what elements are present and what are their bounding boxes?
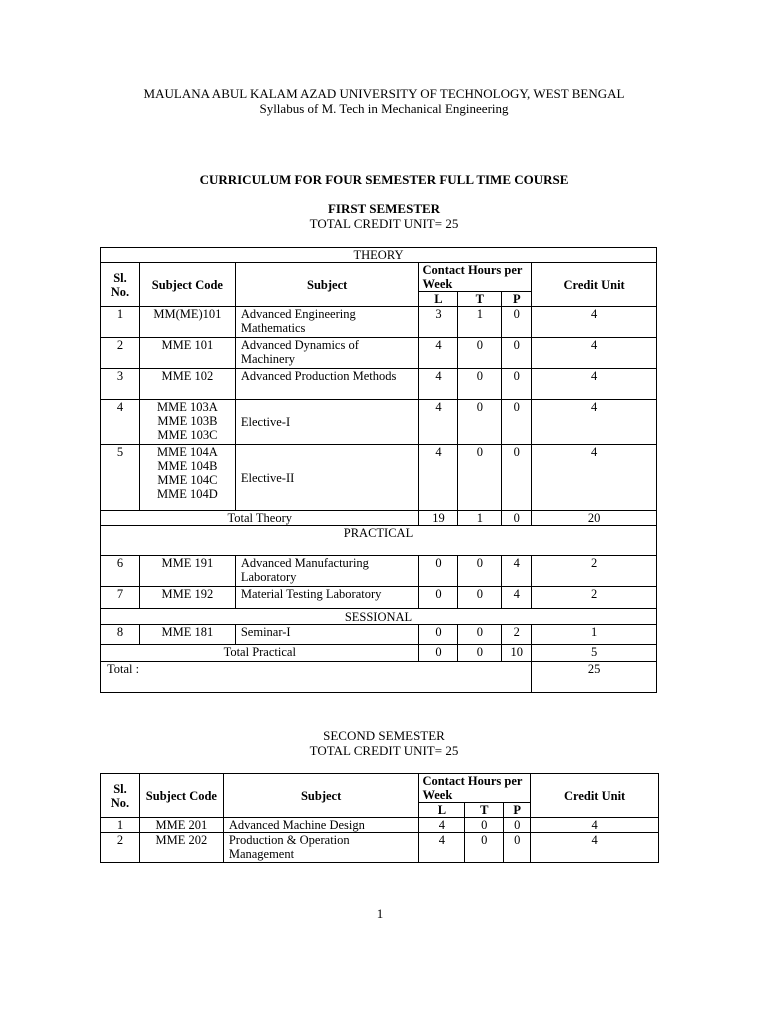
row-sl: 6 bbox=[101, 556, 140, 587]
row-t: 0 bbox=[458, 625, 502, 645]
table-row bbox=[101, 625, 657, 645]
total-theory-l: 19 bbox=[419, 511, 458, 526]
col-credit: Credit Unit bbox=[532, 263, 657, 307]
table-header-row bbox=[101, 774, 659, 803]
second-semester-credit: TOTAL CREDIT UNIT= 25 bbox=[309, 743, 459, 758]
total-practical-row bbox=[101, 645, 657, 662]
col-t: T bbox=[465, 803, 504, 818]
total-theory-cu: 20 bbox=[532, 511, 657, 526]
total-practical-l: 0 bbox=[419, 645, 458, 662]
col-contact: Contact Hours per Week bbox=[419, 774, 531, 803]
total-practical-cu: 5 bbox=[532, 645, 657, 662]
row-subject: Production & Operation Management bbox=[223, 833, 419, 863]
table-row bbox=[101, 833, 659, 863]
col-contact: Contact Hours per Week bbox=[419, 263, 532, 292]
col-p: P bbox=[504, 803, 531, 818]
row-t: 0 bbox=[458, 587, 502, 609]
row-credit: 2 bbox=[532, 587, 657, 609]
table-row bbox=[101, 307, 657, 338]
row-sl: 4 bbox=[101, 400, 140, 445]
col-code: Subject Code bbox=[139, 263, 235, 307]
section-row-sessional bbox=[101, 609, 657, 625]
row-subject: Seminar-I bbox=[235, 625, 419, 645]
row-sl: 8 bbox=[101, 625, 140, 645]
row-t: 0 bbox=[458, 400, 502, 445]
grand-total-label: Total : bbox=[101, 662, 532, 693]
col-code: Subject Code bbox=[139, 774, 223, 818]
second-semester-rows bbox=[101, 818, 659, 863]
section-row-theory bbox=[101, 248, 657, 263]
col-t: T bbox=[458, 292, 502, 307]
total-practical-p: 10 bbox=[502, 645, 532, 662]
row-sl: 5 bbox=[101, 445, 140, 511]
row-t: 1 bbox=[458, 307, 502, 338]
row-t: 0 bbox=[465, 818, 504, 833]
practical-rows bbox=[101, 556, 657, 609]
col-sl: Sl. No. bbox=[101, 774, 140, 818]
row-code: MME 102 bbox=[139, 369, 235, 400]
total-practical-label: Total Practical bbox=[101, 645, 419, 662]
total-practical-t: 0 bbox=[458, 645, 502, 662]
row-t: 0 bbox=[458, 369, 502, 400]
first-semester-table bbox=[100, 247, 657, 693]
row-code: MME 181 bbox=[139, 625, 235, 645]
row-credit: 4 bbox=[531, 833, 659, 863]
row-p: 0 bbox=[502, 307, 532, 338]
col-credit: Credit Unit bbox=[531, 774, 659, 818]
row-p: 0 bbox=[504, 833, 531, 863]
row-p: 4 bbox=[502, 587, 532, 609]
row-l: 0 bbox=[419, 587, 458, 609]
total-theory-label: Total Theory bbox=[101, 511, 419, 526]
table-header-row bbox=[101, 263, 657, 292]
row-sl: 3 bbox=[101, 369, 140, 400]
row-subject: Material Testing Laboratory bbox=[235, 587, 419, 609]
row-t: 0 bbox=[458, 556, 502, 587]
row-subject: Advanced Production Methods bbox=[235, 369, 419, 400]
row-l: 4 bbox=[419, 400, 458, 445]
total-theory-p: 0 bbox=[502, 511, 532, 526]
table-row bbox=[101, 818, 659, 833]
row-credit: 4 bbox=[532, 445, 657, 511]
row-credit: 1 bbox=[532, 625, 657, 645]
section-row-practical bbox=[101, 526, 657, 556]
col-l: L bbox=[419, 803, 465, 818]
row-credit: 2 bbox=[532, 556, 657, 587]
row-credit: 4 bbox=[531, 818, 659, 833]
row-subject: Elective-I bbox=[235, 400, 419, 445]
total-theory-t: 1 bbox=[458, 511, 502, 526]
theory-rows bbox=[101, 307, 657, 511]
row-l: 4 bbox=[419, 833, 465, 863]
curriculum-title: CURRICULUM FOR FOUR SEMESTER FULL TIME COURSE bbox=[199, 172, 569, 187]
row-code: MME 201 bbox=[139, 818, 223, 833]
first-semester-title: FIRST SEMESTER bbox=[327, 201, 441, 216]
university-name: MAULANA ABUL KALAM AZAD UNIVERSITY OF TECHNOLOGY, WEST BENGAL bbox=[143, 86, 625, 101]
row-subject: Advanced Engineering Mathematics bbox=[235, 307, 419, 338]
row-credit: 4 bbox=[532, 369, 657, 400]
table-row bbox=[101, 338, 657, 369]
row-code: MME 202 bbox=[139, 833, 223, 863]
table-row bbox=[101, 556, 657, 587]
sessional-rows bbox=[101, 625, 657, 645]
row-sl: 7 bbox=[101, 587, 140, 609]
row-subject: Advanced Machine Design bbox=[223, 818, 419, 833]
grand-total-cu: 25 bbox=[532, 662, 657, 693]
row-code: MME 101 bbox=[139, 338, 235, 369]
row-t: 0 bbox=[458, 445, 502, 511]
row-credit: 4 bbox=[532, 307, 657, 338]
row-p: 0 bbox=[502, 369, 532, 400]
row-l: 4 bbox=[419, 445, 458, 511]
section-theory: THEORY bbox=[101, 248, 657, 263]
row-code: MME 104A MME 104B MME 104C MME 104D bbox=[139, 445, 235, 511]
row-credit: 4 bbox=[532, 400, 657, 445]
row-sl: 2 bbox=[101, 833, 140, 863]
table-row bbox=[101, 445, 657, 511]
row-t: 0 bbox=[465, 833, 504, 863]
row-l: 4 bbox=[419, 818, 465, 833]
row-sl: 1 bbox=[101, 818, 140, 833]
row-p: 0 bbox=[504, 818, 531, 833]
row-p: 4 bbox=[502, 556, 532, 587]
row-l: 0 bbox=[419, 625, 458, 645]
row-subject: Elective-II bbox=[235, 445, 419, 511]
col-subject: Subject bbox=[223, 774, 419, 818]
row-credit: 4 bbox=[532, 338, 657, 369]
row-p: 2 bbox=[502, 625, 532, 645]
section-practical: PRACTICAL bbox=[101, 526, 657, 556]
row-subject: Advanced Manufacturing Laboratory bbox=[235, 556, 419, 587]
page-number: 1 bbox=[376, 906, 384, 921]
row-code: MME 191 bbox=[139, 556, 235, 587]
row-l: 0 bbox=[419, 556, 458, 587]
row-code: MME 103A MME 103B MME 103C bbox=[139, 400, 235, 445]
second-semester-title: SECOND SEMESTER bbox=[323, 728, 445, 743]
row-l: 3 bbox=[419, 307, 458, 338]
row-t: 0 bbox=[458, 338, 502, 369]
syllabus-title: Syllabus of M. Tech in Mechanical Engineering bbox=[259, 101, 509, 116]
grand-total-row bbox=[101, 662, 657, 693]
table-row bbox=[101, 369, 657, 400]
table-row bbox=[101, 400, 657, 445]
row-sl: 2 bbox=[101, 338, 140, 369]
table-row bbox=[101, 587, 657, 609]
second-semester-table bbox=[100, 773, 659, 863]
section-sessional: SESSIONAL bbox=[101, 609, 657, 625]
row-sl: 1 bbox=[101, 307, 140, 338]
row-l: 4 bbox=[419, 369, 458, 400]
total-theory-row bbox=[101, 511, 657, 526]
col-subject: Subject bbox=[235, 263, 419, 307]
col-p: P bbox=[502, 292, 532, 307]
first-semester-credit: TOTAL CREDIT UNIT= 25 bbox=[309, 216, 459, 231]
row-p: 0 bbox=[502, 445, 532, 511]
row-subject: Advanced Dynamics of Machinery bbox=[235, 338, 419, 369]
row-code: MM(ME)101 bbox=[139, 307, 235, 338]
row-p: 0 bbox=[502, 400, 532, 445]
row-p: 0 bbox=[502, 338, 532, 369]
row-l: 4 bbox=[419, 338, 458, 369]
col-sl: Sl. No. bbox=[101, 263, 140, 307]
col-l: L bbox=[419, 292, 458, 307]
row-code: MME 192 bbox=[139, 587, 235, 609]
